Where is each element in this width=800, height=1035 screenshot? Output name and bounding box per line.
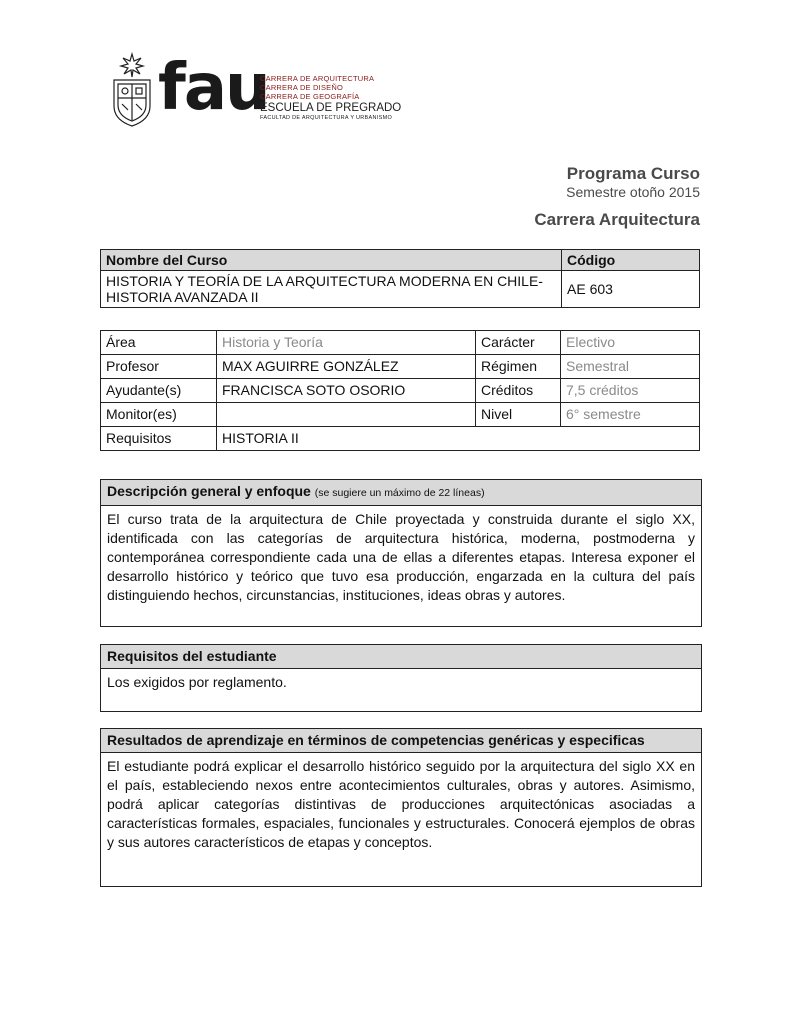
semestre-subtitle: Semestre otoño 2015 bbox=[566, 184, 700, 200]
nivel-label: Nivel bbox=[476, 403, 561, 427]
logo-line-arquitectura: CARRERA DE ARQUITECTURA bbox=[260, 74, 375, 83]
requisitos-estudiante-section bbox=[100, 644, 702, 712]
descripcion-text: El curso trata de la arquitectura de Chile proyectada y construida durante el siglo XX, identificada con las categorías de arquitectura histórica, moderna, postmoderna y contemporánea correspondiente cada una de ellas a diferentes etapas. Interesa exponer el desarrollo histórico y teórico que tuvo esa producción, engarzada en la cultura del país distinguiendo hechos, circunstancias, instituciones, ideas obras y autores. bbox=[107, 511, 695, 603]
logo-line-escuela: ESCUELA DE PREGRADO bbox=[260, 102, 402, 114]
logo-line-diseno: CARRERA DE DISEÑO bbox=[260, 83, 343, 92]
table-row bbox=[101, 427, 700, 451]
logo-text bbox=[260, 74, 401, 122]
resultados-section bbox=[100, 728, 702, 887]
table-row bbox=[101, 403, 700, 427]
creditos-label: Créditos bbox=[476, 379, 561, 403]
nivel-value: 6° semestre bbox=[561, 403, 700, 427]
document-titles bbox=[534, 164, 700, 230]
fau-wordmark: fau bbox=[158, 51, 269, 125]
course-code-header: Código bbox=[562, 250, 700, 271]
programa-title: Programa Curso bbox=[566, 164, 700, 183]
regimen-label: Régimen bbox=[476, 355, 561, 379]
course-name: HISTORIA Y TEORÍA DE LA ARQUITECTURA MODERNA EN CHILE- HISTORIA AVANZADA II bbox=[101, 271, 562, 308]
table-row bbox=[101, 331, 700, 355]
requisitos-estudiante-title: Requisitos del estudiante bbox=[101, 645, 701, 669]
profesor-label: Profesor bbox=[101, 355, 217, 379]
resultados-title: Resultados de aprendizaje en términos de competencias genéricas y especificas bbox=[101, 729, 701, 753]
area-label: Área bbox=[101, 331, 217, 355]
table-row bbox=[101, 379, 700, 403]
course-info-table bbox=[100, 330, 700, 451]
profesor-value: MAX AGUIRRE GONZÁLEZ bbox=[217, 355, 476, 379]
course-code: AE 603 bbox=[562, 271, 700, 308]
monitor-value bbox=[217, 403, 476, 427]
descripcion-section bbox=[100, 479, 702, 627]
descripcion-title: Descripción general y enfoque bbox=[107, 483, 311, 499]
course-name-header: Nombre del Curso bbox=[101, 250, 562, 271]
regimen-value: Semestral bbox=[561, 355, 700, 379]
descripcion-note: (se sugiere un máximo de 22 líneas) bbox=[314, 487, 485, 499]
caracter-label: Carácter bbox=[476, 331, 561, 355]
table-row bbox=[101, 355, 700, 379]
requisitos-estudiante-text: Los exigidos por reglamento. bbox=[107, 674, 287, 690]
descripcion-header bbox=[101, 480, 701, 506]
creditos-value: 7,5 créditos bbox=[561, 379, 700, 403]
caracter-value: Electivo bbox=[561, 331, 700, 355]
logo-line-geografia: CARRERA DE GEOGRAFÍA bbox=[260, 92, 360, 101]
ayudante-label: Ayudante(s) bbox=[101, 379, 217, 403]
requisitos-value: HISTORIA II bbox=[217, 427, 700, 451]
resultados-text: El estudiante podrá explicar el desarrollo histórico seguido por la arquitectura del siglo XX en el país, estableciendo nexos entre acontecimientos culturales, obras y autores. Asimismo, podrá aplicar categorías distintivas de producciones arquitectónicas asociadas a características formales, espaciales, funcionales y estructurales. Conocerá ejemplos de obras y sus autores característicos de etapas y conceptos. bbox=[107, 758, 695, 850]
logo-line-facultad: FACULTAD DE ARQUITECTURA Y URBANISMO bbox=[260, 115, 393, 121]
monitor-label: Monitor(es) bbox=[101, 403, 217, 427]
requisitos-label: Requisitos bbox=[101, 427, 217, 451]
carrera-title: Carrera Arquitectura bbox=[534, 210, 700, 229]
university-crest-icon bbox=[110, 52, 154, 128]
fau-logo bbox=[110, 52, 410, 132]
ayudante-value: FRANCISCA SOTO OSORIO bbox=[217, 379, 476, 403]
course-table bbox=[100, 249, 700, 308]
area-value: Historia y Teoría bbox=[217, 331, 476, 355]
